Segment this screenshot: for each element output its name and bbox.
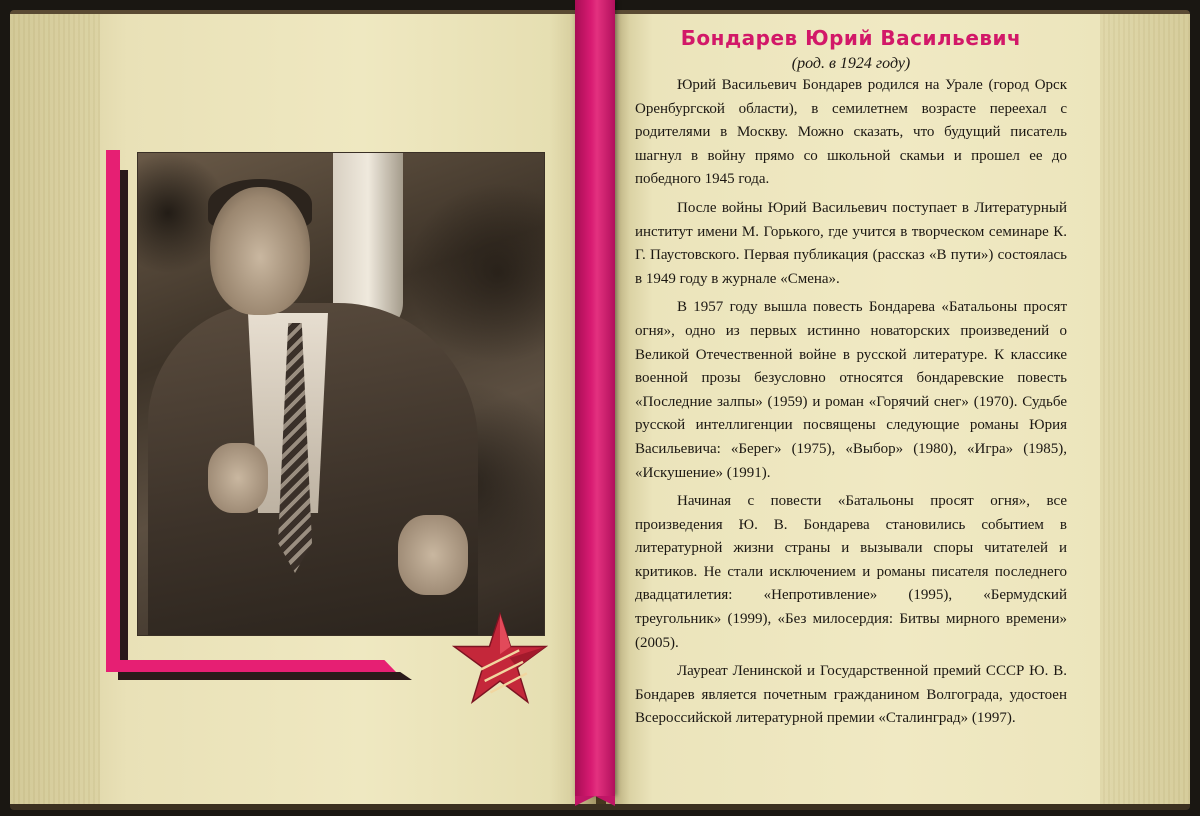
bookmark-ribbon [575, 0, 615, 796]
photo-frame-accent [106, 150, 120, 670]
author-portrait-photo [137, 152, 545, 636]
left-hand [208, 443, 268, 513]
photo-frame-shadow [120, 170, 128, 670]
paragraph-5: Лауреат Ленинской и Государственной премий СССР Ю. В. Бондарев является почетным гражданином Волгограда, удостоен Всероссийской литературной премии «Сталинград» (1997). [635, 663, 1067, 727]
paragraph-4: Начиная с повести «Батальоны просят огня», все произведения Ю. В. Бондарева становились событием в литературной жизни страны и вызывали споры читателей и критиков. Не стали исключением и романы писателя последнего двадцатилетия: «Непротивление» (1995), «Бермудский треугольник» (1999), «Без милосердия: Битвы мирного времени» (2005). [635, 493, 1067, 651]
photo-frame-accent-bottom [106, 660, 396, 672]
red-star-icon [452, 612, 548, 704]
right-hand [398, 515, 468, 595]
head [210, 187, 310, 315]
biography-text [635, 24, 1067, 731]
page-title: Бондарев Юрий Васильевич [680, 26, 1022, 50]
left-page-edges [10, 14, 100, 804]
right-page-edges [1100, 14, 1190, 804]
photo-frame-shadow-bottom [118, 672, 412, 680]
paragraph-2: После войны Юрий Васильевич поступает в Литературный институт имени М. Горького, где учится в творческом семинаре К. Г. Паустовского. Первая публикация (рассказ «В пути») состоялась в 1949 году в журнале «Смена». [635, 199, 1067, 287]
paragraph-1: Юрий Васильевич Бондарев родился на Урале (город Орск Оренбургской области), в семилетнем возрасте переехал с родителями в Москву. Можно сказать, что будущий писатель шагнул в войну прямо со школьной скамьи и прошел ее до победного 1945 года. [635, 77, 1067, 188]
paragraph-3: В 1957 году вышла повесть Бондарева «Батальоны просят огня», одно из первых истинно новаторских произведений о Великой Отечественной войне в русской литературе. К классике военной прозы безусловно относятся бондаревские повесть «Последние залпы» (1959) и роман «Горячий снег» (1970). Судьбе русской интеллигенции посвящены следующие романы Юрия Васильевича: «Берег» (1975), «Выбор» (1980), «Игра» (1985), «Искушение» (1991). [635, 299, 1067, 481]
birth-year-subtitle: (род. в 1924 году) [791, 55, 911, 72]
